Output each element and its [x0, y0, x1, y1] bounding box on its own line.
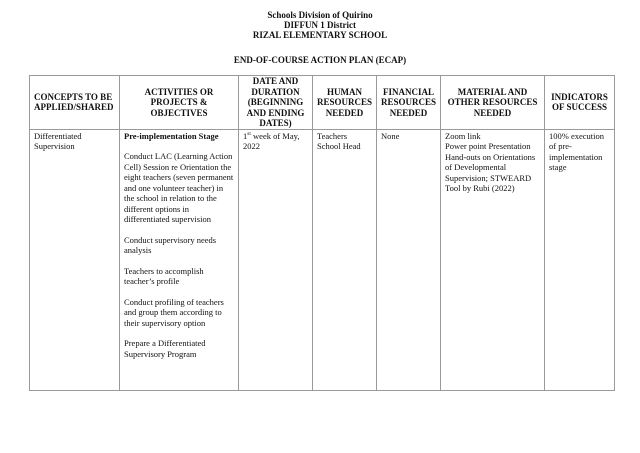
date-text: week of May, 2022: [243, 130, 300, 151]
date-cell: [239, 129, 313, 391]
table-row: [30, 129, 615, 391]
school-name: RIZAL ELEMENTARY SCHOOL: [252, 30, 388, 40]
division-name: Schools Division of Quirino: [267, 10, 373, 20]
col-header-materials: MATERIAL AND OTHER RESOURCES NEEDED: [441, 76, 545, 130]
col-header-human-resources: HUMAN RESOURCES NEEDED: [313, 76, 377, 130]
activities-cell: [120, 129, 239, 391]
activity-item: Conduct profiling of teachers and group them according to their supervisory option: [124, 296, 224, 328]
date-ordinal: st: [247, 130, 251, 137]
col-header-concepts: CONCEPTS TO BE APPLIED/SHARED: [30, 76, 120, 130]
activity-item: Conduct supervisory needs analysis: [124, 234, 217, 255]
human-resources-cell: [313, 129, 377, 391]
col-header-indicators: INDICATORS OF SUCCESS: [545, 76, 615, 130]
ecap-table: [29, 75, 615, 391]
document-header: [0, 10, 640, 40]
col-header-date: DATE AND DURATION (BEGINNING AND ENDING DATES): [239, 76, 313, 130]
financial-cell: None: [377, 129, 441, 391]
activity-item: Conduct LAC (Learning Action Cell) Session re Orientation the eight teachers (seven permanent and one volunteer teacher) in the school in relation to the different options in differentiated supervision: [124, 151, 234, 224]
table-header-row: [30, 76, 615, 130]
materials-cell: [441, 129, 545, 391]
col-header-financial: FINANCIAL RESOURCES NEEDED: [377, 76, 441, 130]
material-item: Zoom link: [445, 130, 481, 141]
activity-item: Prepare a Differentiated Supervisory Program: [124, 338, 206, 359]
stage-label: Pre-implementation Stage: [124, 130, 219, 141]
date-number: 1: [243, 130, 248, 141]
concept-cell: Differentiated Supervision: [30, 129, 120, 391]
indicators-cell: 100% execution of pre-implementation stage: [545, 129, 615, 391]
material-item: Hand-outs on Orientations of Developmental Supervision; STWEARD Tool by Rubi (2022): [445, 151, 536, 193]
col-header-activities: ACTIVITIES OR PROJECTS & OBJECTIVES: [120, 76, 239, 130]
district-name: DIFFUN 1 District: [284, 20, 356, 30]
human-resource-item: School Head: [317, 141, 361, 151]
human-resource-item: Teachers: [317, 130, 348, 141]
document-title: END-OF-COURSE ACTION PLAN (ECAP): [233, 55, 407, 65]
material-item: Power point Presentation: [445, 141, 531, 151]
activity-item: Teachers to accomplish teacher’s profile: [124, 265, 204, 286]
